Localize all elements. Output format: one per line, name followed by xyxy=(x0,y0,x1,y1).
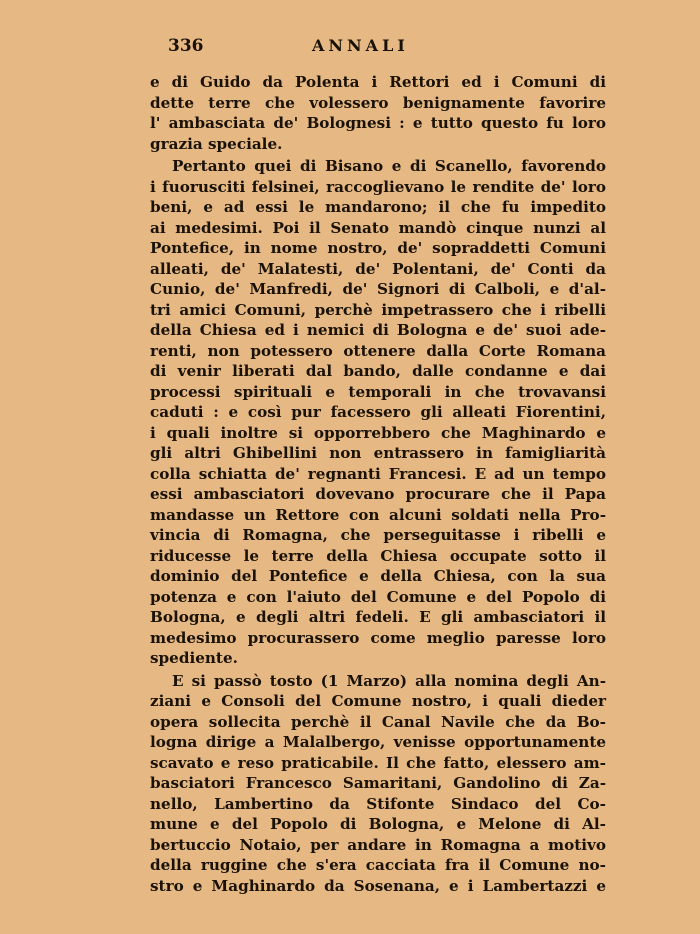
text-line: logna dirige a Malalbergo, venisse opportunamente xyxy=(150,733,606,751)
text-line: scavato e reso praticabile. Il che fatto, elessero am- xyxy=(150,753,606,772)
text-line: grazia speciale. xyxy=(150,134,283,153)
text-line: ziani e Consoli del Comune nostro, i quali dieder xyxy=(150,692,606,710)
text-line: Pertanto quei di Bisano e di Scanello, favorendo xyxy=(172,157,606,175)
text-line: essi ambasciatori dovevano procurare che il Papa xyxy=(150,485,606,503)
text-line: mune e del Popolo di Bologna, e Melone di Al- xyxy=(150,815,606,833)
text-line: dominio del Pontefice e della Chiesa, con la sua xyxy=(150,567,606,585)
text-line: tri amici Comuni, perchè impetrassero che i ribelli xyxy=(150,300,606,319)
text-line: gli altri Ghibellini non entrassero in famigliarità xyxy=(150,444,606,462)
text-line: beni, e ad essi le mandarono; il che fu impedito xyxy=(150,198,606,216)
text-line: alleati, de' Malatesti, de' Polentani, de' Conti da xyxy=(150,259,606,278)
text-line: opera sollecita perchè il Canal Navile che da Bo- xyxy=(150,712,606,731)
text-line: mandasse un Rettore con alcuni soldati nella Pro- xyxy=(150,505,606,524)
text-line: Cunio, de' Manfredi, de' Signori di Calboli, e d'al- xyxy=(150,280,606,298)
text-line: i quali inoltre si opporrebbero che Maghinardo e xyxy=(150,423,606,442)
text-line: Bologna, e degli altri fedeli. E gli ambasciatori il xyxy=(150,608,606,626)
text-line: ai medesimi. Poi il Senato mandò cinque nunzi al xyxy=(150,218,606,237)
text-line: spediente. xyxy=(150,649,238,667)
text-line: della Chiesa ed i nemici di Bologna e de' suoi ade- xyxy=(150,321,606,339)
text-line: di venir liberati dal bando, dalle condanne e dai xyxy=(150,362,606,380)
running-head: ANNALI xyxy=(312,36,409,55)
text-line: bertuccio Notaio, per andare in Romagna a motivo xyxy=(150,835,606,854)
text-line: i fuorusciti felsinei, raccoglievano le rendite de' loro xyxy=(150,177,606,196)
text-line: caduti : e così pur facessero gli alleati Fiorentini, xyxy=(150,403,606,421)
text-line: riducesse le terre della Chiesa occupate sotto il xyxy=(150,546,606,565)
text-line: dette terre che volessero benignamente favorire xyxy=(150,93,606,112)
text-line: renti, non potessero ottenere dalla Corte Romana xyxy=(150,341,606,360)
text-line: potenza e con l'aiuto del Comune e del Popolo di xyxy=(150,587,606,606)
text-line: colla schiatta de' regnanti Francesi. E ad un tempo xyxy=(150,464,606,483)
body-text xyxy=(150,72,606,896)
text-line: e di Guido da Polenta i Rettori ed i Comuni di xyxy=(150,73,606,91)
text-line: della ruggine che s'era cacciata fra il Comune no- xyxy=(150,856,606,874)
text-line: basciatori Francesco Samaritani, Gandolino di Za- xyxy=(150,774,606,792)
text-line: l' ambasciata de' Bolognesi : e tutto questo fu loro xyxy=(150,114,606,132)
page-number: 336 xyxy=(168,36,204,56)
page-header xyxy=(168,36,608,58)
text-line: stro e Maghinardo da Sosenana, e i Lambertazzi e xyxy=(150,876,606,895)
text-line: E si passò tosto (1 Marzo) alla nomina degli An- xyxy=(172,671,606,690)
text-line: nello, Lambertino da Stifonte Sindaco del Co- xyxy=(150,794,606,813)
text-line: Pontefice, in nome nostro, de' sopraddetti Comuni xyxy=(150,239,606,257)
text-line: vincia di Romagna, che perseguitasse i ribelli e xyxy=(150,526,606,544)
text-line: processi spirituali e temporali in che trovavansi xyxy=(150,382,606,401)
text-line: medesimo procurassero come meglio paresse loro xyxy=(150,628,606,647)
